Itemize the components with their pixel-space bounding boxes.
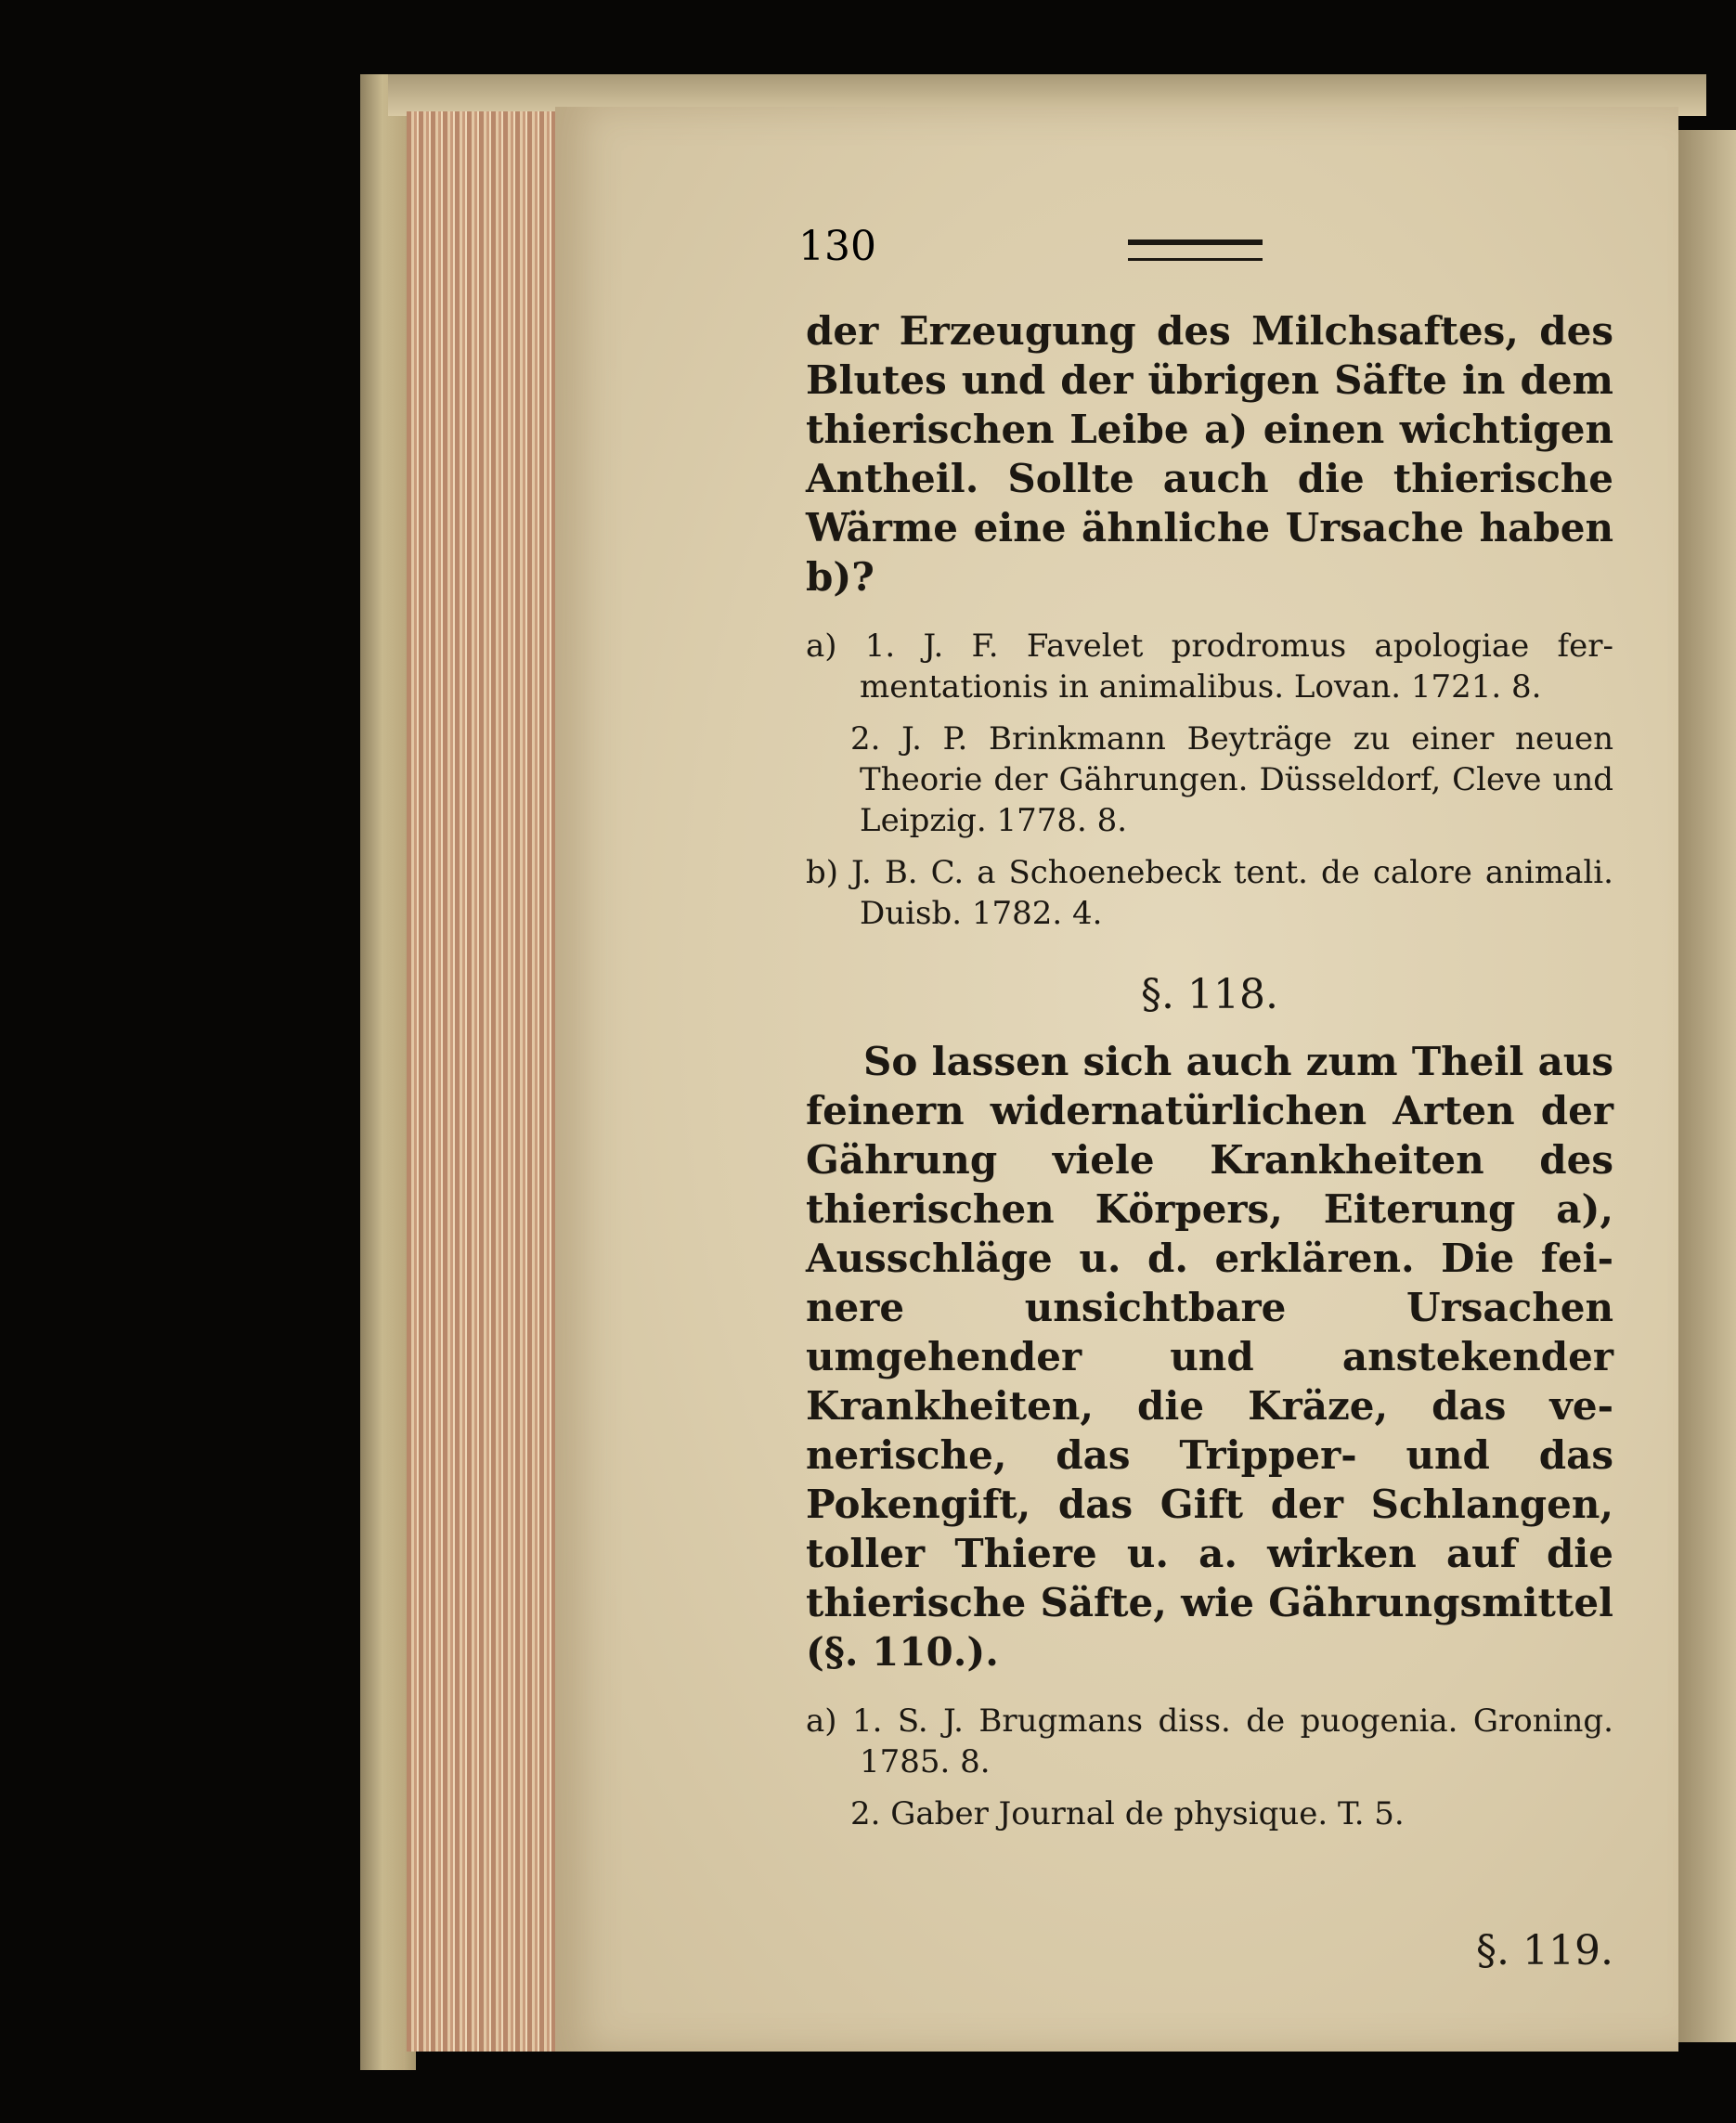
section-heading: §. 118. xyxy=(1141,971,1278,1018)
footnote-b: b) J. B. C. a Schoenebeck tent. de calore animali. Duisb. 1782. 4. xyxy=(806,854,1613,932)
footnote-a2: 2. J. P. Brinkmann Beyträge zu einer neuen Theorie der Gährungen. Düsseldorf, Cleve und Leipzig. 1778. 8. xyxy=(850,720,1613,839)
page-text xyxy=(806,306,1613,1974)
paragraph-1: der Erzeugung des Milchsaftes, des Blutes und der übrigen Säfte in dem thierischen Leibe a) einen wichtigen Antheil. Sollte auch die thierische Wärme eine ähnliche Ursache haben b)? xyxy=(806,308,1613,600)
page-number: 130 xyxy=(798,223,876,270)
footnote-2a2: 2. Gaber Journal de physique. T. 5. xyxy=(850,1795,1405,1832)
page-header xyxy=(798,223,1615,278)
page-stack-edges xyxy=(407,111,555,2052)
paragraph-2: So lassen sich auch zum Theil aus feinern widernatürlichen Arten der Gährung viele Krankheiten des thierischen Körpers, Eiterung a), Ausschläge u. d. erklären. Die feinere unsichtbare Ursachen umgehender und anstekender Krankheiten, die Kräze, das venerische, das Tripper- und das Pokengift, das Gift der Schlangen, toller Thiere u. a. wirken auf die thierische Säfte, wie Gährungsmittel (§. 110.). xyxy=(806,1039,1613,1675)
facing-page-edge xyxy=(1678,130,1736,2042)
header-rule xyxy=(1128,239,1263,261)
catchword: §. 119. xyxy=(1476,1927,1613,1974)
footnote-a1: a) 1. J. F. Favelet prodromus apologiae fermentationis in animalibus. Lovan. 1721. 8. xyxy=(806,628,1613,706)
footnote-2a1: a) 1. S. J. Brugmans diss. de puogenia. Groning. 1785. 8. xyxy=(806,1702,1613,1780)
